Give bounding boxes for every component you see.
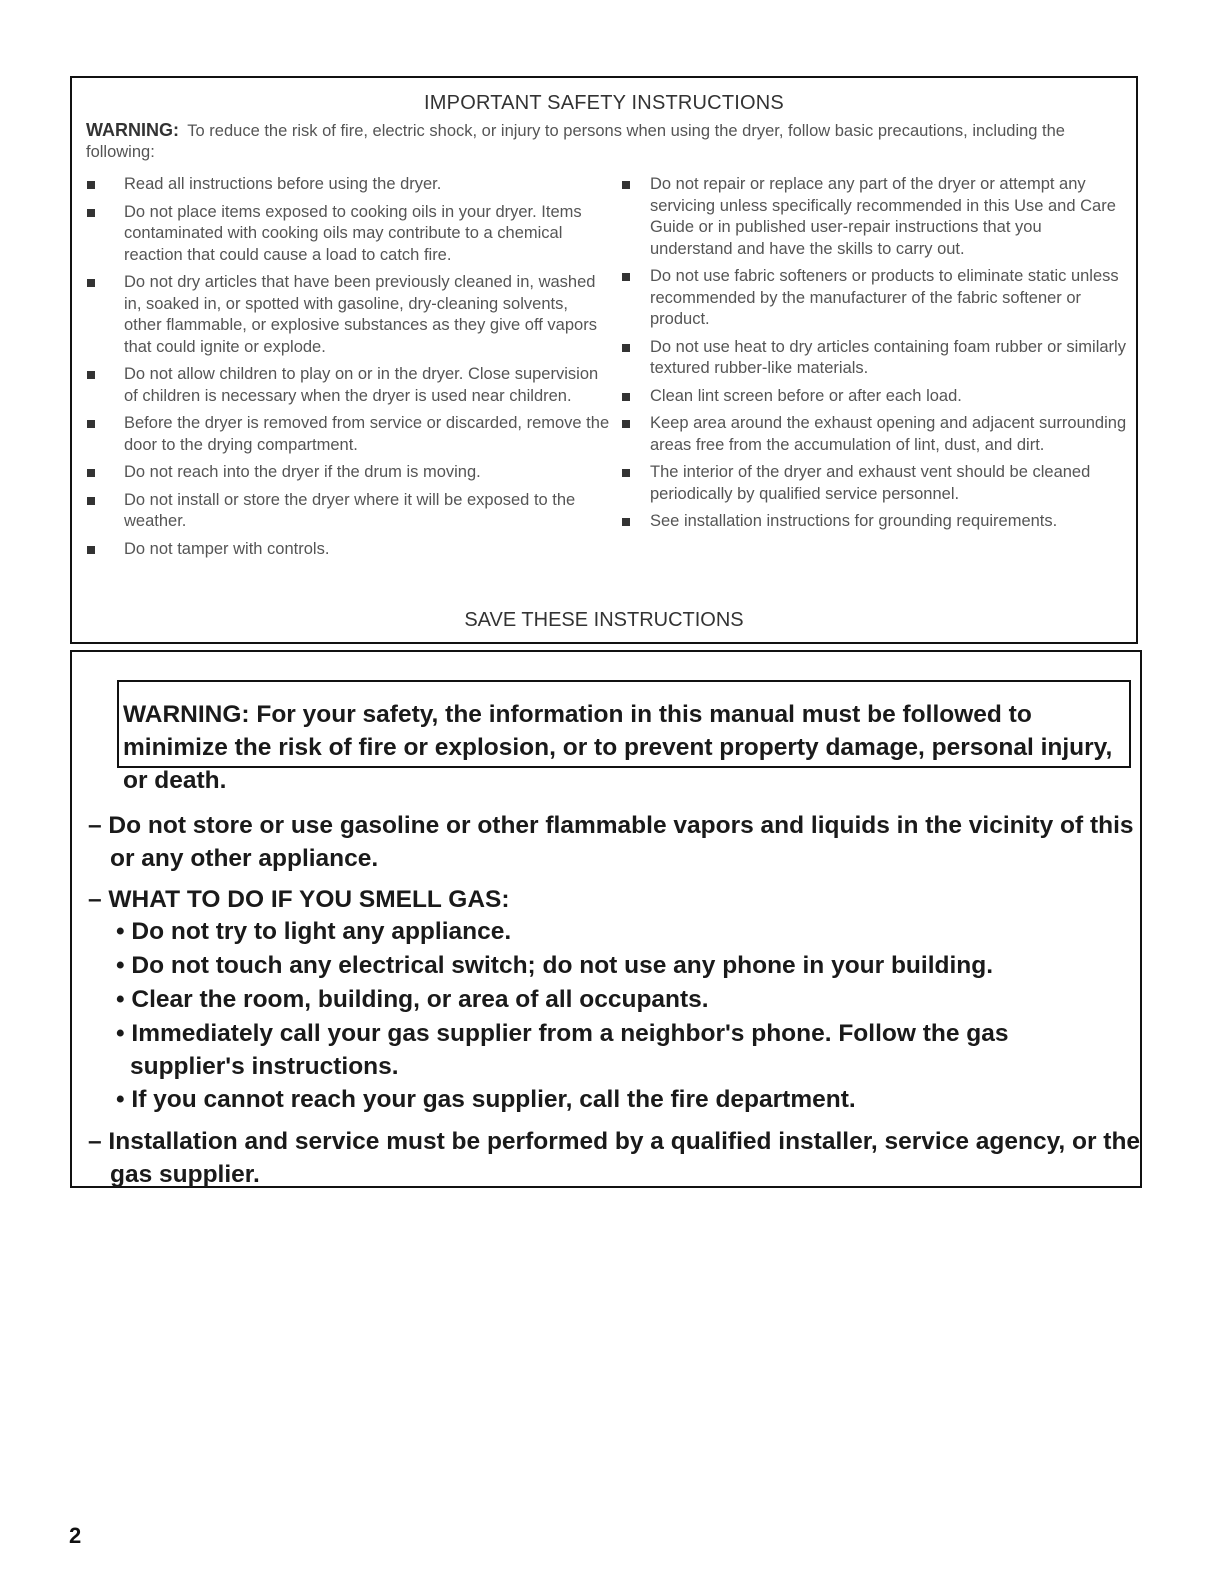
left-precautions-list bbox=[122, 174, 610, 566]
gas-step: • Do not try to light any appliance. bbox=[116, 918, 512, 945]
list-item: Clean lint screen before or after each load. bbox=[648, 386, 1128, 408]
right-precautions-list bbox=[648, 174, 1128, 539]
bullet-square-icon bbox=[87, 371, 95, 379]
list-item: Do not tamper with controls. bbox=[122, 539, 610, 561]
bullet-square-icon bbox=[87, 497, 95, 505]
bullet-square-icon bbox=[622, 273, 630, 281]
bullet-square-icon bbox=[622, 420, 630, 428]
important-safety-instructions-box bbox=[70, 76, 1138, 644]
bullet-square-icon bbox=[622, 393, 630, 401]
list-item: Do not use heat to dry articles containing foam rubber or similarly textured rubber-like materials. bbox=[648, 337, 1128, 380]
gas-step: • Clear the room, building, or area of all occupants. bbox=[116, 986, 709, 1013]
list-item: Do not reach into the dryer if the drum is moving. bbox=[122, 462, 610, 484]
gas-item-no-storage: – Do not store or use gasoline or other flammable vapors and liquids in the vicinity of this or any other appliance. bbox=[88, 812, 1134, 872]
gas-step: • Do not touch any electrical switch; do not use any phone in your building. bbox=[116, 952, 994, 979]
bullet-square-icon bbox=[622, 344, 630, 352]
list-item: Do not install or store the dryer where it will be exposed to the weather. bbox=[122, 490, 610, 533]
list-item: Keep area around the exhaust opening and adjacent surrounding areas free from the accumulation of lint, dust, and dirt. bbox=[648, 413, 1128, 456]
list-item: Do not dry articles that have been previously cleaned in, washed in, soaked in, or spotted with gasoline, dry-cleaning solvents, other flammable, or explosive substances as they give off vapors that could ignite or explode. bbox=[122, 272, 610, 358]
warning-text: To reduce the risk of fire, electric shock, or injury to persons when using the dryer, follow basic precautions, including the following: bbox=[86, 122, 1065, 161]
save-instructions-footer: SAVE THESE INSTRUCTIONS bbox=[464, 609, 744, 631]
bullet-square-icon bbox=[622, 469, 630, 477]
list-item: The interior of the dryer and exhaust vent should be cleaned periodically by qualified service personnel. bbox=[648, 462, 1128, 505]
list-item: Read all instructions before using the dryer. bbox=[122, 174, 610, 196]
safety-title: IMPORTANT SAFETY INSTRUCTIONS bbox=[424, 92, 784, 114]
list-item: Before the dryer is removed from service or discarded, remove the door to the drying compartment. bbox=[122, 413, 610, 456]
bullet-square-icon bbox=[87, 279, 95, 287]
bullet-square-icon bbox=[87, 209, 95, 217]
gas-warning-banner: WARNING: For your safety, the information in this manual must be followed to minimize the risk of fire or explosion, or to prevent property damage, personal injury, or death. bbox=[117, 680, 1131, 768]
safety-warning bbox=[86, 120, 1126, 163]
bullet-square-icon bbox=[87, 420, 95, 428]
list-item: See installation instructions for grounding requirements. bbox=[648, 511, 1128, 533]
gas-warning-box bbox=[70, 650, 1142, 1188]
gas-step: • Immediately call your gas supplier from a neighbor's phone. Follow the gas supplier's instructions. bbox=[116, 1020, 1009, 1080]
bullet-square-icon bbox=[87, 181, 95, 189]
bullet-square-icon bbox=[87, 546, 95, 554]
gas-step: • If you cannot reach your gas supplier, call the fire department. bbox=[116, 1086, 856, 1113]
bullet-square-icon bbox=[622, 181, 630, 189]
list-item: Do not repair or replace any part of the dryer or attempt any servicing unless specifically recommended in this Use and Care Guide or in published user-repair instructions that you understand and have the skills to carry out. bbox=[648, 174, 1128, 260]
list-item: Do not place items exposed to cooking oils in your dryer. Items contaminated with cooking oils may contribute to a chemical reaction that could cause a load to catch fire. bbox=[122, 202, 610, 267]
list-item: Do not allow children to play on or in the dryer. Close supervision of children is necessary when the dryer is used near children. bbox=[122, 364, 610, 407]
bullet-square-icon bbox=[622, 518, 630, 526]
gas-item-installation: – Installation and service must be performed by a qualified installer, service agency, or the gas supplier. bbox=[88, 1128, 1141, 1188]
list-item: Do not use fabric softeners or products to eliminate static unless recommended by the manufacturer of the fabric softener or product. bbox=[648, 266, 1128, 331]
warning-label: WARNING: bbox=[86, 120, 179, 140]
gas-item-smell-heading: – WHAT TO DO IF YOU SMELL GAS: bbox=[88, 886, 510, 913]
bullet-square-icon bbox=[87, 469, 95, 477]
page-number: 2 bbox=[69, 1523, 82, 1548]
